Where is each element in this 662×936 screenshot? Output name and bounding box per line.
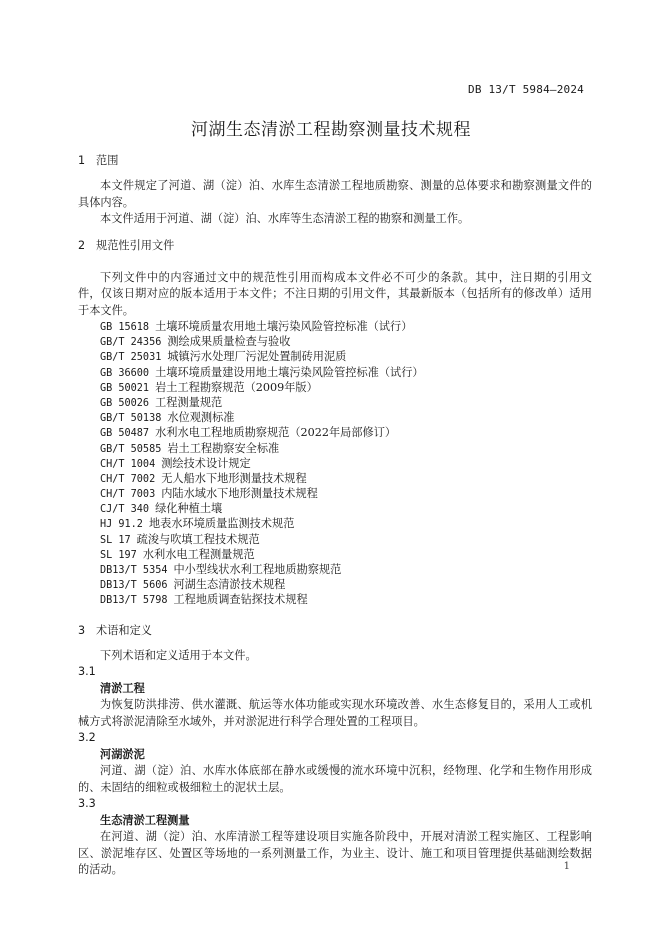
paragraph: 本文件规定了河道、湖（淀）泊、水库生态清淤工程地质勘察、测量的总体要求和勘察测量文件的具体内容。: [78, 179, 592, 209]
reference-code: GB 15618: [100, 322, 150, 333]
reference-item: [78, 456, 592, 471]
reference-name: 绿化种植土壤: [155, 502, 223, 516]
term-name: 生态清淤工程测量: [100, 814, 190, 828]
reference-name: 土壤环境质量建设用地土壤污染风险管控标准（试行）: [155, 365, 424, 379]
reference-code: GB 50487: [100, 428, 150, 440]
section-heading: [78, 237, 592, 254]
paragraph: 本文件适用于河道、湖（淀）泊、水库等生态清淤工程的勘察和测量工作。: [100, 212, 470, 225]
document-body: [78, 152, 592, 879]
reference-item: [78, 516, 592, 531]
reference-code: DB13/T 5798: [100, 595, 168, 607]
reference-item: [78, 486, 592, 501]
reference-item: [78, 532, 592, 547]
reference-item: [78, 319, 592, 334]
reference-code: GB 50021: [100, 382, 150, 394]
section-title: 规范性引用文件: [96, 238, 175, 252]
section-heading: [78, 152, 592, 169]
reference-code: CH/T 1004: [100, 458, 156, 470]
reference-name: 岩土工程勘察规范（2009年版）: [155, 380, 318, 394]
reference-name: 地表水环境质量监测技术规范: [148, 517, 295, 531]
reference-item: [78, 365, 592, 380]
reference-item: [78, 441, 592, 456]
term-name: 清淤工程: [100, 682, 145, 696]
reference-list: [78, 319, 592, 608]
section-title: 术语和定义: [96, 623, 152, 637]
reference-name: 工程地质调查钻探技术规程: [173, 593, 308, 607]
reference-item: [78, 562, 592, 577]
reference-code: CH/T 7002: [100, 473, 156, 485]
reference-name: 水位观测标准: [167, 411, 235, 425]
reference-code: HJ 91.2: [100, 519, 143, 531]
reference-item: [78, 425, 592, 440]
section-number: 2: [78, 238, 86, 252]
reference-name: 工程测量规范: [155, 395, 223, 409]
reference-code: CJ/T 340: [100, 504, 150, 516]
term-definition: 河道、湖（淀）泊、水库水体底部在静水或缓慢的流水环境中沉积，经物理、化学和生物作用形成的、未固结的细粒或极细粒土的泥状土层。: [78, 764, 592, 794]
reference-item: [78, 577, 592, 592]
term-definition: 在河道、湖（淀）泊、水库清淤工程等建设项目实施各阶段中，开展对清淤工程实施区、工程影响区、淤泥堆存区、处置区等场地的一系列测量工作，为业主、设计、施工和项目管理提供基础测绘数据的活动。: [78, 830, 592, 877]
reference-code: GB 36600: [100, 367, 150, 379]
reference-name: 内陆水域水下地形测量技术规程: [161, 487, 318, 501]
section-number: 1: [78, 154, 86, 167]
page-number: 1: [563, 861, 570, 872]
reference-name: 无人船水下地形测量技术规程: [161, 471, 307, 485]
reference-item: [78, 410, 592, 425]
reference-code: GB/T 24356: [100, 337, 162, 349]
term-definition: 为恢复防洪排涝、供水灌溉、航运等水体功能或实现水环境改善、水生态修复目的，采用人工或机械方式将淤泥清除至水域外，并对淤泥进行科学合理处置的工程项目。: [78, 698, 592, 728]
reference-name: 测绘技术设计规定: [161, 456, 251, 470]
reference-item: [78, 501, 592, 516]
paragraph: 下列文件中的内容通过文中的规范性引用而构成本文件必不可少的条款。其中，注日期的引用文件，仅该日期对应的版本适用于本文件；不注日期的引用文件，其最新版本（包括所有的修改单）适用于本文件。: [78, 270, 592, 317]
reference-item: [78, 334, 592, 349]
term-number: 3.2: [78, 731, 96, 745]
reference-name: 中小型线状水利工程地质勘察规范: [173, 563, 342, 576]
paragraph: 下列术语和定义适用于本文件。: [100, 648, 257, 662]
reference-code: DB13/T 5606: [100, 580, 168, 592]
reference-name: 城镇污水处理厂污泥处置制砖用泥质: [167, 350, 347, 364]
section-title: 范围: [96, 154, 119, 167]
term-name: 河湖淤泥: [100, 748, 145, 762]
reference-item: [78, 349, 592, 364]
reference-code: SL 17: [100, 534, 131, 546]
section-heading: [78, 622, 592, 639]
reference-code: GB/T 25031: [100, 352, 162, 364]
reference-code: GB/T 50585: [100, 443, 162, 455]
reference-item: [78, 395, 592, 410]
term-number: 3.1: [78, 665, 96, 679]
standard-code: DB 13/T 5984—2024: [468, 83, 584, 96]
document-title: 河湖生态清淤工程勘察测量技术规程: [191, 120, 471, 141]
reference-code: SL 197: [100, 549, 137, 561]
reference-name: 河湖生态清淤技术规程: [173, 578, 286, 592]
reference-name: 岩土工程勘察安全标准: [167, 441, 280, 455]
reference-item: [78, 592, 592, 607]
reference-item: [78, 380, 592, 395]
reference-name: 水利水电工程地质勘察规范（2022年局部修订）: [155, 426, 397, 440]
reference-name: 水利水电工程测量规范: [142, 547, 255, 561]
reference-name: 疏浚与吹填工程技术规范: [136, 532, 260, 546]
reference-name: 土壤环境质量农用地土壤污染风险管控标准（试行）: [155, 320, 413, 333]
reference-item: [78, 547, 592, 562]
reference-name: 测绘成果质量检查与验收: [167, 335, 291, 349]
section-number: 3: [78, 623, 86, 637]
term-number: 3.3: [78, 797, 96, 811]
reference-item: [78, 471, 592, 486]
reference-code: CH/T 7003: [100, 489, 156, 501]
reference-code: GB 50026: [100, 397, 150, 409]
reference-code: GB/T 50138: [100, 413, 162, 425]
reference-code: DB13/T 5354: [100, 565, 168, 576]
